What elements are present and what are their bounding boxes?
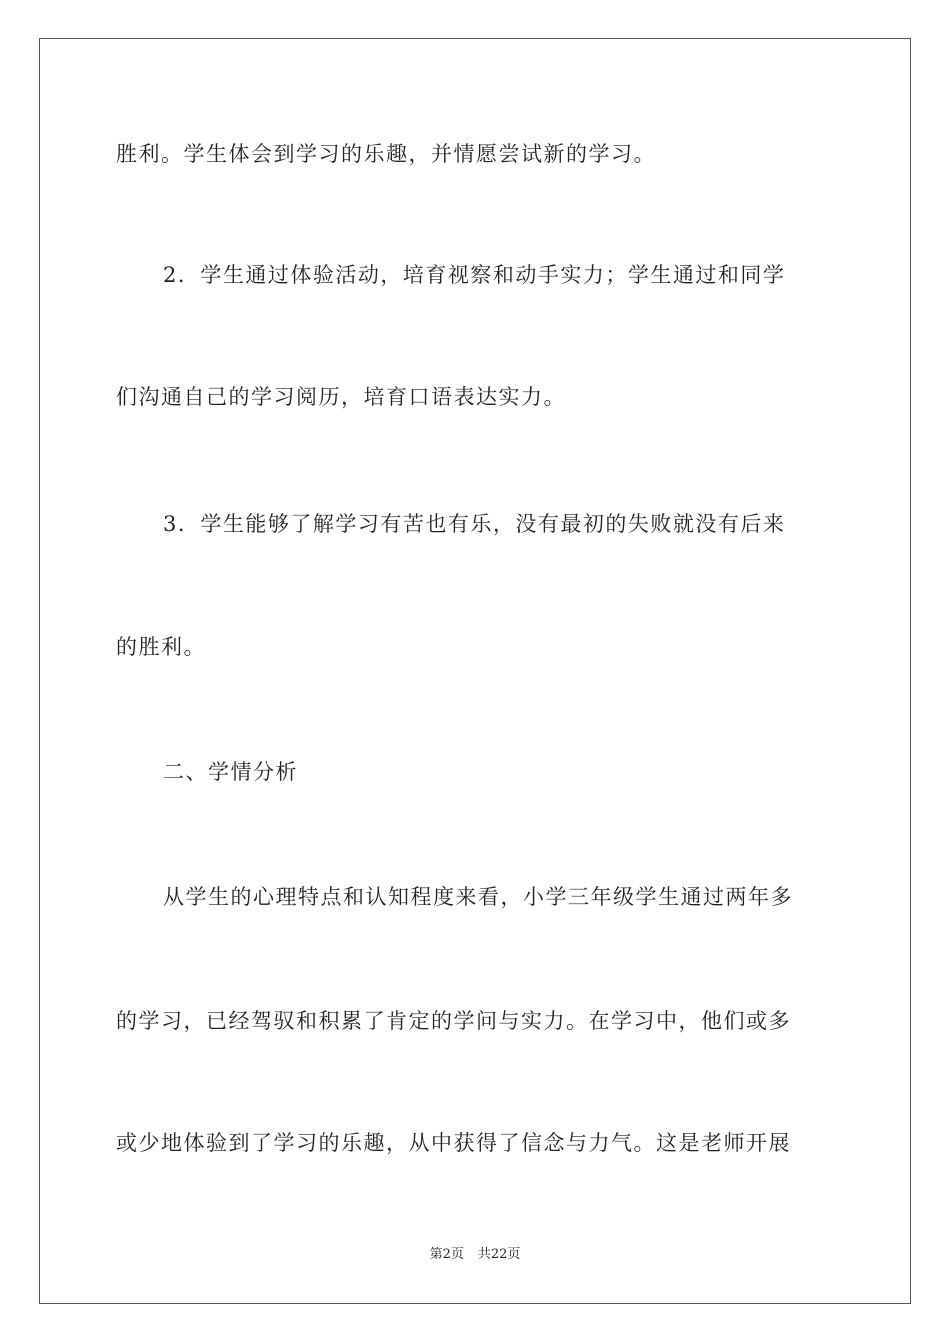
text-line-1: 胜利。学生体会到学习的乐趣，并情愿尝试新的学习。 <box>116 142 656 166</box>
text-line-2: 2．学生通过体验活动，培育视察和动手实力；学生通过和同学 <box>163 263 786 287</box>
page-number-total: 共22页 <box>477 1247 521 1262</box>
text-line-5: 的胜利。 <box>116 635 206 659</box>
page-border <box>39 38 911 1304</box>
section-heading: 二、学情分析 <box>163 760 298 784</box>
text-line-7: 从学生的心理特点和认知程度来看，小学三年级学生通过两年多 <box>163 885 793 909</box>
text-line-8: 的学习，已经驾驭和积累了肯定的学问与实力。在学习中，他们或多 <box>116 1009 791 1033</box>
text-line-3: 们沟通自己的学习阅历，培育口语表达实力。 <box>116 385 566 409</box>
text-line-4: 3．学生能够了解学习有苦也有乐，没有最初的失败就没有后来 <box>163 512 786 536</box>
page-number-current: 第2页 <box>429 1247 464 1262</box>
text-line-9: 或少地体验到了学习的乐趣，从中获得了信念与力气。这是老师开展 <box>116 1131 791 1155</box>
page-footer <box>0 1246 950 1264</box>
